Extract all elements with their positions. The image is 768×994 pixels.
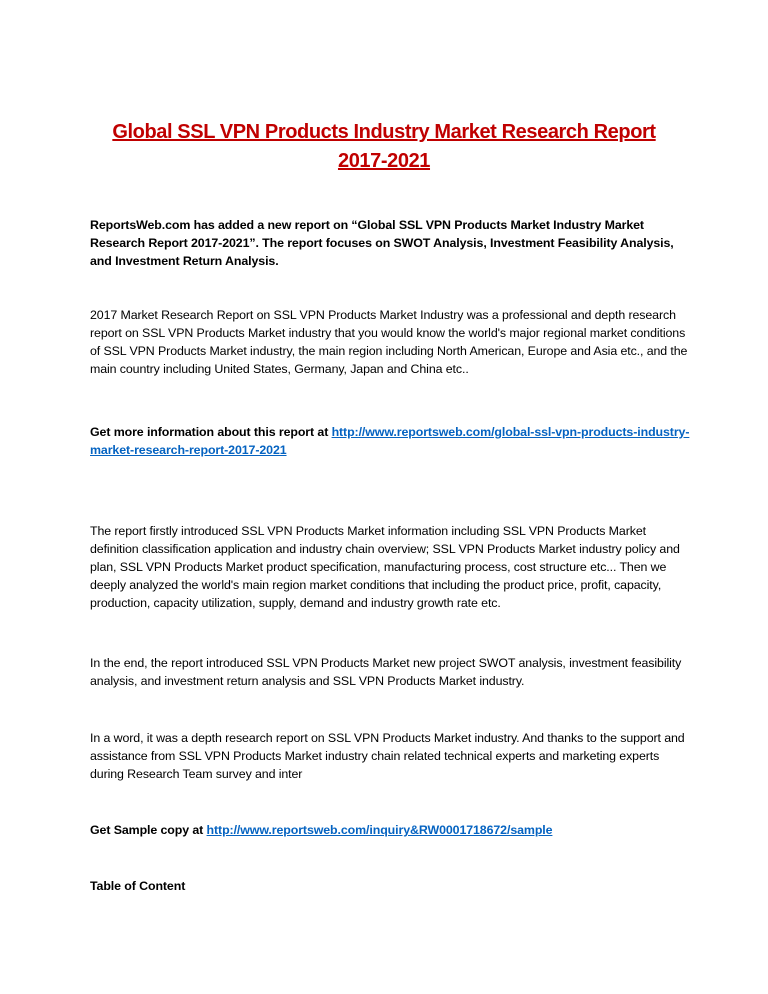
- report-title-line-1: Global SSL VPN Products Industry Market Research Report: [112, 121, 656, 143]
- intro-paragraph: ReportsWeb.com has added a new report on “Global SSL VPN Products Market Industry Market Research Report 2017-2021”. The report focuses on SWOT Analysis, Investment Feasibility Analysis, and Investment Return Analysis.: [90, 218, 674, 268]
- report-title-line-2: 2017-2021: [337, 150, 431, 172]
- more-info-paragraph: [90, 423, 690, 459]
- introduction-paragraph: The report firstly introduced SSL VPN Products Market information including SSL VPN Products Market definition classification application and industry chain overview; SSL VPN Products Market industry policy and plan, SSL VPN Products Market product specification, manufacturing process, cost structure etc... Then we deeply analyzed the world's main region market conditions that including the product price, profit, capacity, production, capacity utilization, supply, demand and industry growth rate etc.: [90, 524, 680, 610]
- sample-label: Get Sample copy at: [90, 823, 207, 837]
- more-info-label: Get more information about this report at: [90, 425, 332, 439]
- summary-paragraph: In a word, it was a depth research report on SSL VPN Products Market industry. And thanks to the support and assistance from SSL VPN Products Market industry chain related technical experts and marketing experts during Research Team survey and inter: [90, 731, 685, 781]
- swot-paragraph: In the end, the report introduced SSL VPN Products Market new project SWOT analysis, investment feasibility analysis, and investment return analysis and SSL VPN Products Market industry.: [90, 656, 682, 688]
- sample-url-link[interactable]: http://www.reportsweb.com/inquiry&RW0001718672/sample: [206, 823, 553, 837]
- report-url-link[interactable]: http://www.reportsweb.com/global-ssl-vpn-products-industry-market-research-report-2017-2021: [90, 425, 690, 457]
- toc-heading: Table of Content: [90, 879, 186, 893]
- report-title: [60, 118, 708, 176]
- sample-paragraph: [90, 821, 690, 839]
- overview-paragraph: 2017 Market Research Report on SSL VPN Products Market Industry was a professional and depth research report on SSL VPN Products Market industry that you would know the world's major regional market conditions of SSL VPN Products Market industry, the main region including North American, Europe and Asia etc., and the main country including United States, Germany, Japan and China etc..: [90, 308, 688, 376]
